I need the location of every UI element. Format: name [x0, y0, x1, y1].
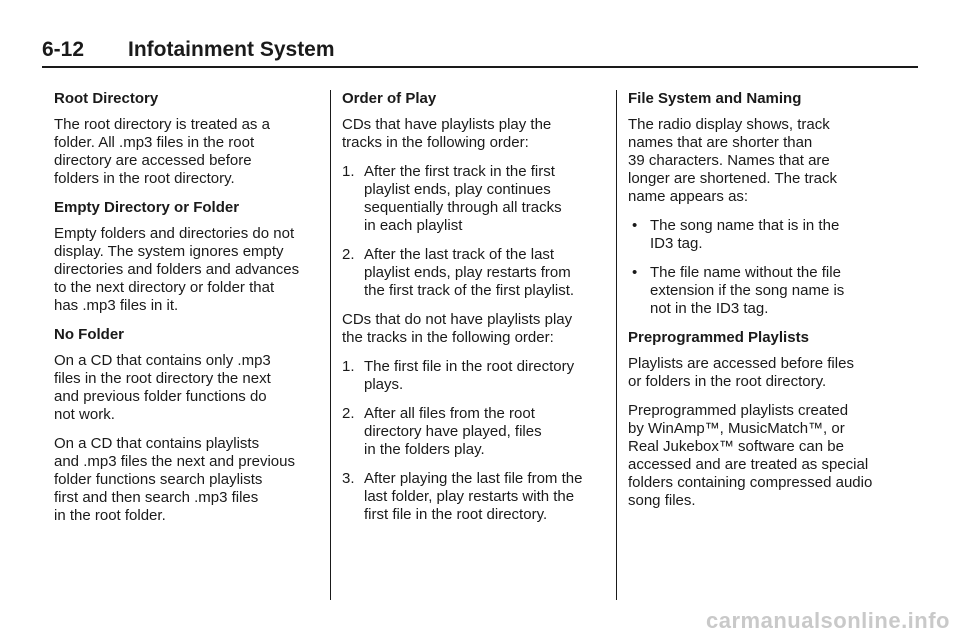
step-text: After all files from the root directory have played, files in the folders play.: [364, 405, 542, 458]
step-number: 1.: [342, 163, 355, 180]
column-1: [54, 90, 326, 536]
empty-directory-heading: Empty Directory or Folder: [54, 199, 240, 216]
root-directory-text: The root directory is treated as a folder. All .mp3 files in the root directory are accessed before folders in the root directory.: [54, 116, 270, 187]
preprogrammed-playlists-heading: Preprogrammed Playlists: [628, 329, 809, 346]
watermark: carmanualsonline.info: [706, 608, 950, 633]
step-text: After playing the last file from the last folder, play restarts with the first file in the root directory.: [364, 470, 583, 523]
list-item: [342, 358, 606, 394]
preprogrammed-text-1: Playlists are accessed before files or folders in the root directory.: [628, 355, 854, 390]
file-system-heading: File System and Naming: [628, 90, 802, 107]
page-header: [42, 38, 918, 68]
column-3: [628, 90, 892, 521]
step-text: The first file in the root directory plays.: [364, 358, 575, 393]
no-folder-text-1: On a CD that contains only .mp3 files in the root directory the next and previous folder functions do not work.: [54, 352, 271, 423]
step-number: 2.: [342, 405, 355, 422]
root-directory-heading: Root Directory: [54, 90, 159, 107]
bullet-text: The song name that is in the ID3 tag.: [650, 217, 840, 252]
empty-directory-text: Empty folders and directories do not display. The system ignores empty directories and folders and advances to the next directory or folder that has .mp3 files in it.: [54, 225, 300, 314]
page-title: Infotainment System: [128, 38, 335, 61]
column-divider-1: [330, 90, 331, 600]
column-divider-2: [616, 90, 617, 600]
bullet-text: The file name without the file extension if the song name is not in the ID3 tag.: [650, 264, 845, 317]
list-item: [342, 246, 606, 300]
list-item: [628, 217, 892, 253]
page-number: 6-12: [42, 38, 85, 61]
list-item: [628, 264, 892, 318]
step-number: 2.: [342, 246, 355, 263]
list-item: [342, 163, 606, 235]
step-text: After the last track of the last playlist ends, play restarts from the first track of the first playlist.: [364, 246, 575, 299]
list-item: [342, 470, 606, 524]
list-item: [342, 405, 606, 459]
no-playlist-intro: CDs that do not have playlists play the tracks in the following order:: [342, 311, 573, 346]
bullet-icon: •: [632, 217, 638, 234]
preprogrammed-text-2: Preprogrammed playlists created by WinAmp™, MusicMatch™, or Real Jukebox™ software can be accessed and are treated as special folders containing compressed audio song files.: [628, 402, 873, 509]
playlist-intro: CDs that have playlists play the tracks in the following order:: [342, 116, 552, 151]
order-of-play-heading: Order of Play: [342, 90, 437, 107]
column-2: [342, 90, 606, 535]
bullet-icon: •: [632, 264, 638, 281]
no-folder-heading: No Folder: [54, 326, 124, 343]
file-system-text: The radio display shows, track names that are shorter than 39 characters. Names that are longer are shortened. The track name appears as:: [628, 116, 838, 205]
step-number: 3.: [342, 470, 355, 487]
step-number: 1.: [342, 358, 355, 375]
step-text: After the first track in the first playlist ends, play continues sequentially through all tracks in each playlist: [364, 163, 562, 234]
no-folder-text-2: On a CD that contains playlists and .mp3 files the next and previous folder functions search playlists first and then search .mp3 files in the root folder.: [54, 435, 295, 524]
